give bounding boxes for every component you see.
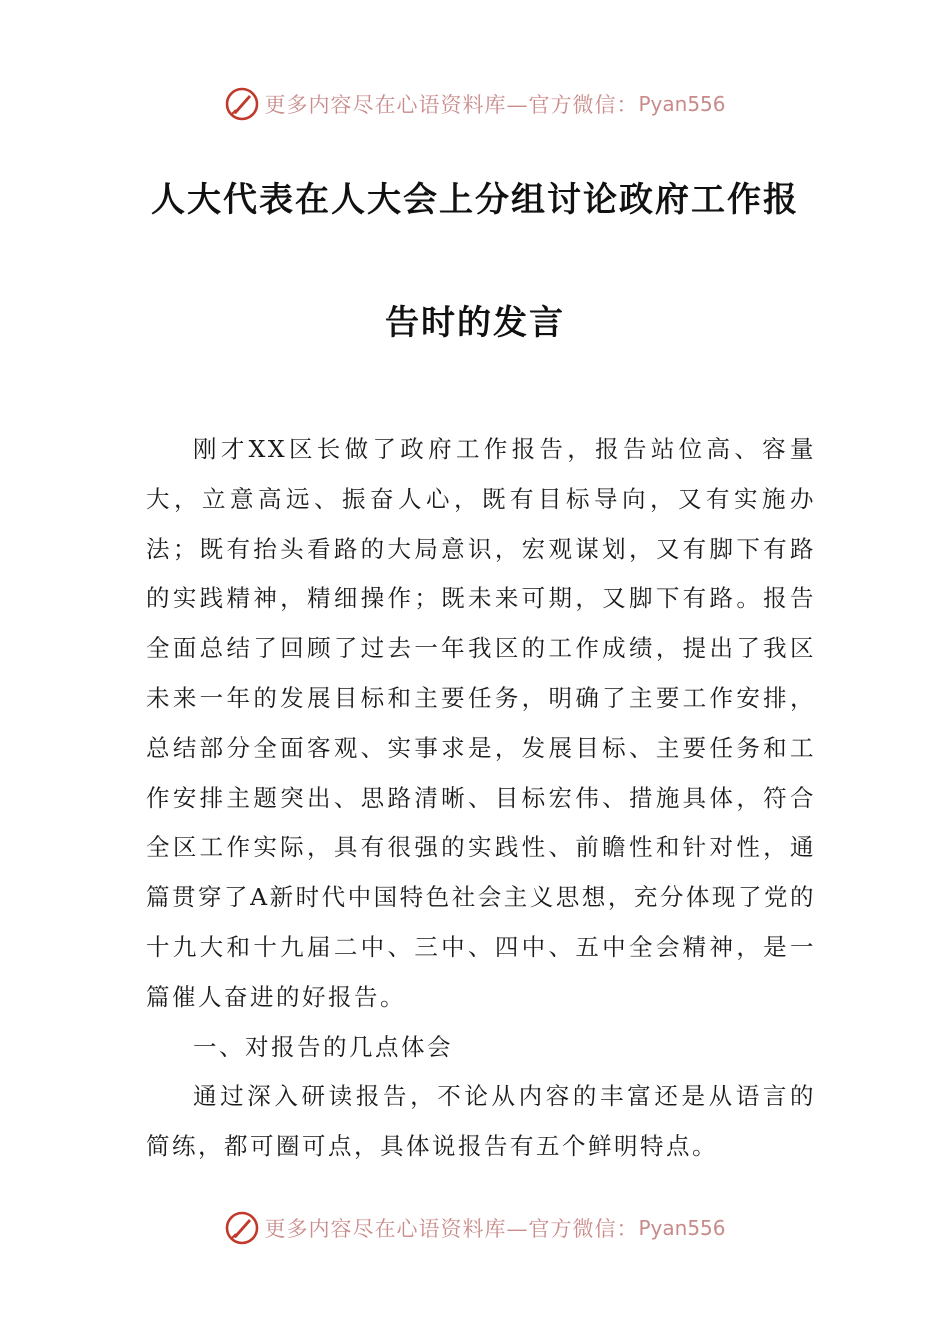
quill-logo-icon — [224, 86, 260, 122]
section-heading: 一、对报告的几点体会 — [193, 1032, 453, 1061]
watermark-wechat-id: Pyan556 — [638, 92, 726, 116]
watermark-text: 更多内容尽在心语资料库—官方微信： — [264, 93, 639, 117]
header-watermark — [0, 82, 950, 126]
quill-logo-icon — [224, 1210, 260, 1246]
document-title-line-1: 人大代表在人大会上分组讨论政府工作报 — [151, 180, 799, 220]
paragraph-intro: 刚才XX区长做了政府工作报告，报告站位高、容量大，立意高远、振奋人心，既有目标导向，又有实施办法；既有抬头看路的大局意识，宏观谋划，又有脚下有路的实践精神，精细操作；既未来可期，又脚下有路。报告全面总结了回顾了过去一年我区的工作成绩，提出了我区未来一年的发展目标和主要任务，明确了主要工作安排，总结部分全面客观、实事求是，发展目标、主要任务和工作安排主题突出、思路清晰、目标宏伟、措施具体，符合全区工作实际，具有很强的实践性、前瞻性和针对性，通篇贯穿了A新时代中国特色社会主义思想，充分体现了党的十九大和十九届二中、三中、四中、五中全会精神，是一篇催人奋进的好报告。 — [146, 435, 816, 1011]
paragraph-section-1: 通过深入研读报告，不论从内容的丰富还是从语言的简练，都可圈可点，具体说报告有五个鲜明特点。 — [146, 1082, 816, 1161]
document-body — [146, 425, 816, 1172]
document-title-line-2: 告时的发言 — [385, 303, 565, 343]
footer-watermark — [0, 1206, 950, 1250]
watermark-wechat-id: Pyan556 — [638, 1216, 726, 1240]
watermark-text: 更多内容尽在心语资料库—官方微信： — [264, 1217, 639, 1241]
